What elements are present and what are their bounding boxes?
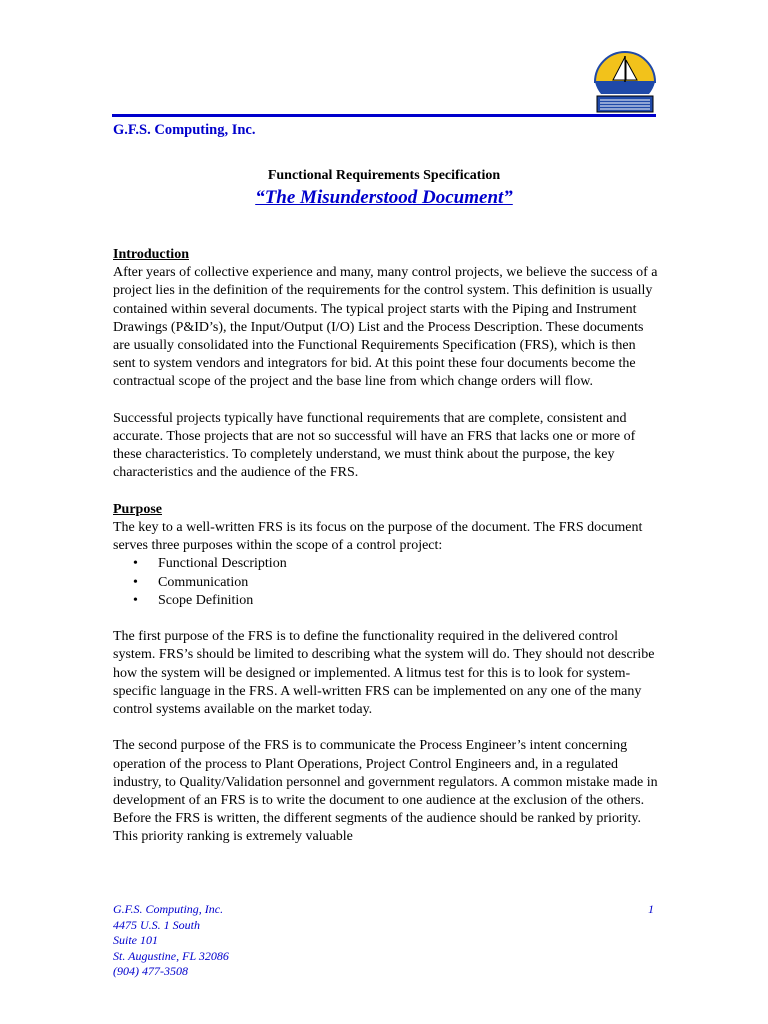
document-body — [113, 246, 661, 847]
purpose-paragraph-3: The second purpose of the FRS is to communicate the Process Engineer’s intent concerning operation of the process to Plant Operations, Project Control Engineers and, in a regulated industry, to Quality/Validation personnel and government regulators. A common mistake made in development of an FRS is to write the document to one audience at the exclusion of the others. Before the FRS is written, the different segments of the audience should be ranked by priority. This priority ranking is extremely valuable — [113, 738, 658, 845]
purpose-paragraph-2: The first purpose of the FRS is to define the functionality required in the delivered control system. FRS’s should be limited to describing what the system will do. They should not describe how the system will be designed or implemented. A litmus test for this is to look for system-specific language in the FRS. A well-written FRS can be implemented on any one of the many control systems available on the market today. — [113, 629, 655, 718]
footer-company: G.F.S. Computing, Inc. — [113, 902, 224, 916]
footer-street: 4475 U.S. 1 South — [113, 917, 200, 932]
footer-phone: (904) 477-3508 — [113, 964, 188, 978]
purpose-list — [113, 555, 661, 610]
list-item: • Communication — [133, 574, 661, 592]
purpose-heading: Purpose — [113, 501, 162, 517]
header-rule — [112, 114, 656, 117]
document-title: Functional Requirements Specification — [267, 168, 501, 183]
company-logo-icon — [591, 42, 659, 118]
list-item: • Functional Description — [133, 555, 661, 573]
document-subtitle: “The Misunderstood Document” — [255, 187, 513, 208]
footer-suite: Suite 101 — [113, 933, 158, 947]
introduction-paragraph-2: Successful projects typically have functional requirements that are complete, consistent and accurate. Those projects that are not so successful will have an FRS that lacks one or more of these characteristics. To completely understand, we must think about the purpose, the key characteristics and the audience of the FRS. — [113, 410, 636, 481]
page-number: 1 — [648, 902, 654, 916]
footer-city: St. Augustine, FL 32086 — [113, 948, 229, 963]
footer-address — [113, 902, 229, 980]
introduction-paragraph-1: After years of collective experience and many, many control projects, we believe the success of a project lies in the definition of the requirements for the control system. This definition is usually contained within several documents. The typical project starts with the Piping and Instrument Drawings (P&ID’s), the Input/Output (I/O) List and the Process Description. These documents are usually consolidated into the Functional Requirements Specification (FRS), which is then sent to system vendors and integrators for bid. At this point these four documents become the contractual scope of the project and the base line from which change orders will flow. — [113, 265, 658, 390]
introduction-heading: Introduction — [113, 247, 189, 262]
list-item: • Scope Definition — [133, 592, 661, 610]
company-name: G.F.S. Computing, Inc. — [113, 122, 256, 138]
purpose-paragraph-1: The key to a well-written FRS is its focus on the purpose of the document. The FRS document serves three purposes within the scope of a control project: — [113, 520, 643, 554]
